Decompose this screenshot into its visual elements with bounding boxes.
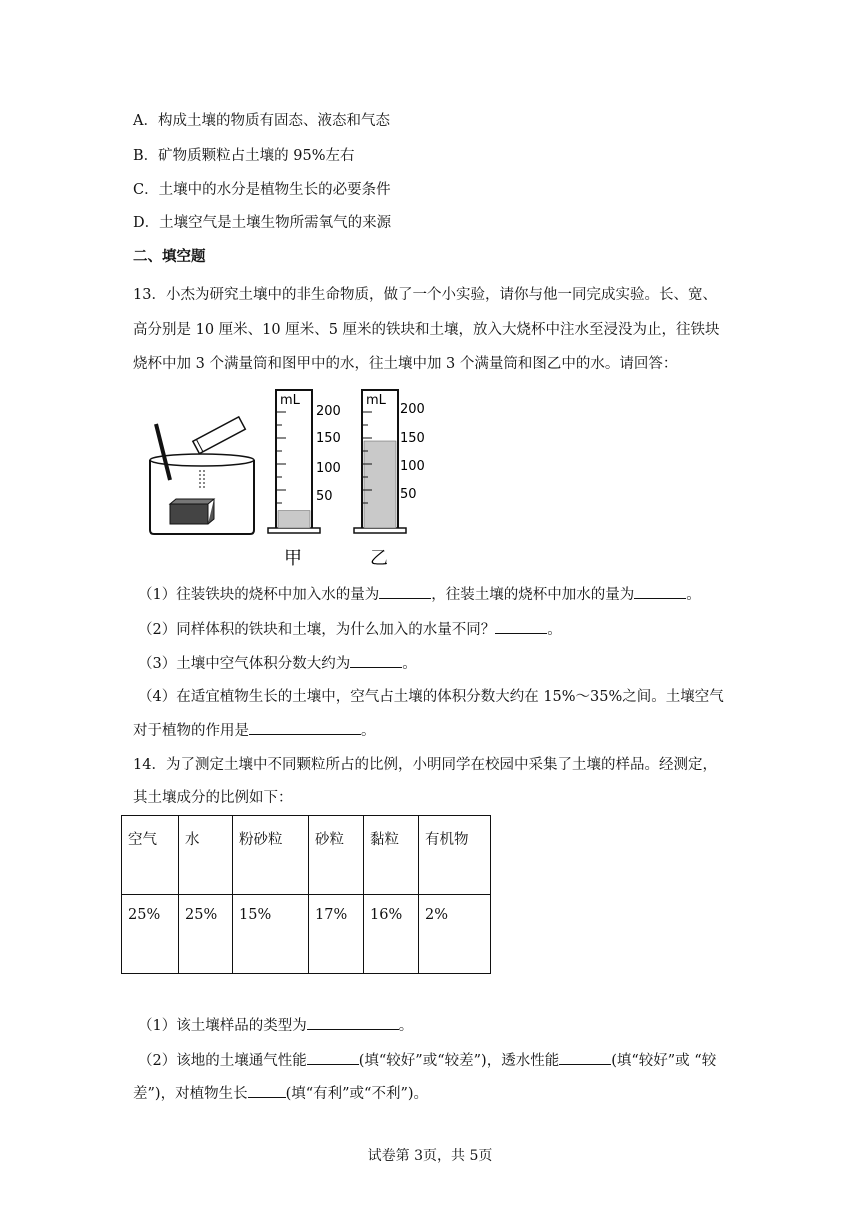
table-cell: 2% bbox=[419, 895, 491, 974]
q13-sub4-text-b: 。 bbox=[361, 723, 376, 739]
option-c: C．土壤中的水分是植物生长的必要条件 bbox=[133, 182, 391, 198]
table-cell: 16% bbox=[364, 895, 419, 974]
table-cell: 17% bbox=[309, 895, 364, 974]
cylinder-b-scale-200: 200 bbox=[400, 402, 425, 417]
q14-line-1: 14．为了测定土壤中不同颗粒所占的比例，小明同学在校园中采集了土壤的样品。经测定， bbox=[133, 757, 717, 773]
cylinder-a-label: 甲 bbox=[284, 548, 302, 569]
q13-line-3: 烧杯中加 3 个满量筒和图甲中的水，往土壤中加 3 个满量筒和图乙中的水。请回答： bbox=[133, 356, 678, 372]
q13-sub4-line-1: （4）在适宜植物生长的土壤中，空气占土壤的体积分数大约在 15%～35%之间。土壤空气 bbox=[138, 689, 724, 705]
water-level-b bbox=[364, 441, 396, 528]
q13-sub1-text-a: （1）往装铁块的烧杯中加入水的量为 bbox=[138, 587, 380, 603]
q13-sub1-text-b: ，往装土壤的烧杯中加水的量为 bbox=[431, 587, 635, 603]
q13-sub4-text-a: 对于植物的作用是 bbox=[133, 723, 249, 739]
q13-sub1-blank-1[interactable] bbox=[379, 584, 431, 599]
q13-sub1-text-c: 。 bbox=[686, 587, 701, 603]
cylinder-b-scale-50: 50 bbox=[400, 487, 417, 502]
q13-sub3 bbox=[138, 653, 417, 674]
experiment-figure-svg bbox=[140, 382, 440, 572]
table-header-cell: 水 bbox=[179, 816, 233, 895]
page-footer: 试卷第 3页，共 5页 bbox=[367, 1148, 493, 1164]
cylinder-a-scale-100: 100 bbox=[316, 461, 341, 476]
experiment-figure bbox=[140, 382, 440, 572]
q13-sub4-line-2 bbox=[133, 720, 376, 741]
beaker bbox=[150, 417, 254, 534]
soil-composition-table bbox=[121, 815, 491, 974]
q14-sub1-text-a: （1）该土壤样品的类型为 bbox=[138, 1018, 307, 1034]
table-cell: 25% bbox=[179, 895, 233, 974]
q13-sub3-blank[interactable] bbox=[350, 653, 402, 668]
q13-line-1: 13．小杰为研究土壤中的非生命物质，做了一个小实验，请你与他一同完成实验。长、宽、 bbox=[133, 287, 717, 303]
option-b: B．矿物质颗粒占土壤的 95%左右 bbox=[133, 148, 355, 164]
q14-sub2-text-c: (填“较好”或 “较 bbox=[611, 1053, 717, 1069]
q14-sub2-blank-1[interactable] bbox=[307, 1050, 359, 1065]
table-cell: 15% bbox=[233, 895, 309, 974]
q14-line-2: 其土壤成分的比例如下： bbox=[133, 790, 293, 806]
table-header-cell: 有机物 bbox=[419, 816, 491, 895]
q13-sub3-text-a: （3）土壤中空气体积分数大约为 bbox=[138, 656, 351, 672]
table-header-cell: 砂粒 bbox=[309, 816, 364, 895]
q13-line-2: 高分别是 10 厘米、10 厘米、5 厘米的铁块和土壤，放入大烧杯中注水至浸没为止，往铁块 bbox=[133, 322, 720, 338]
cylinder-b-unit: mL bbox=[366, 393, 386, 408]
q14-sub1 bbox=[138, 1015, 413, 1036]
cylinder-b-scale-100: 100 bbox=[400, 459, 425, 474]
q13-sub2-blank[interactable] bbox=[495, 619, 547, 634]
q14-sub2-text-e: (填“有利”或“不利”)。 bbox=[285, 1086, 429, 1102]
q14-sub2-blank-2[interactable] bbox=[559, 1050, 611, 1065]
q13-sub2 bbox=[138, 619, 562, 640]
q13-sub4-blank[interactable] bbox=[249, 720, 361, 735]
q14-sub2-blank-3[interactable] bbox=[248, 1083, 286, 1098]
cylinder-a bbox=[268, 390, 341, 569]
table-cell: 25% bbox=[122, 895, 179, 974]
cylinder-a-ticks bbox=[276, 412, 286, 503]
q13-sub2-text-a: （2）同样体积的铁块和土壤，为什么加入的水量不同？ bbox=[138, 622, 496, 638]
cylinder-a-unit: mL bbox=[280, 393, 300, 408]
table-header-row bbox=[122, 816, 491, 895]
water-level-a bbox=[278, 511, 310, 528]
q14-sub2-text-b: (填“较好”或“较差”)，透水性能 bbox=[358, 1053, 560, 1069]
table-header-cell: 空气 bbox=[122, 816, 179, 895]
q13-sub2-text-b: 。 bbox=[547, 622, 562, 638]
table-header-cell: 粉砂粒 bbox=[233, 816, 309, 895]
option-a: A．构成土壤的物质有固态、液态和气态 bbox=[133, 113, 390, 129]
q14-sub2-line-1 bbox=[138, 1050, 716, 1071]
table-header-cell: 黏粒 bbox=[364, 816, 419, 895]
q14-sub2-line-2 bbox=[133, 1083, 428, 1104]
cylinder-a-scale-200: 200 bbox=[316, 404, 341, 419]
cylinder-b-label: 乙 bbox=[370, 548, 388, 569]
q13-sub1 bbox=[138, 584, 701, 605]
q14-sub1-text-b: 。 bbox=[398, 1018, 414, 1034]
table-row bbox=[122, 895, 491, 974]
q14-sub2-text-a: （2）该地的土壤通气性能 bbox=[138, 1053, 307, 1069]
q14-sub2-text-d: 差”)，对植物生长 bbox=[133, 1086, 248, 1102]
cylinder-a-scale-150: 150 bbox=[316, 431, 341, 446]
cylinder-b-scale-150: 150 bbox=[400, 431, 425, 446]
q13-sub3-text-b: 。 bbox=[402, 656, 417, 672]
option-d: D．土壤空气是土壤生物所需氧气的来源 bbox=[133, 215, 392, 231]
section-title: 二、填空题 bbox=[133, 248, 206, 265]
cylinder-b bbox=[354, 390, 425, 569]
q14-sub1-blank[interactable] bbox=[307, 1015, 399, 1030]
cylinder-a-scale-50: 50 bbox=[316, 489, 333, 504]
q13-sub1-blank-2[interactable] bbox=[634, 584, 686, 599]
